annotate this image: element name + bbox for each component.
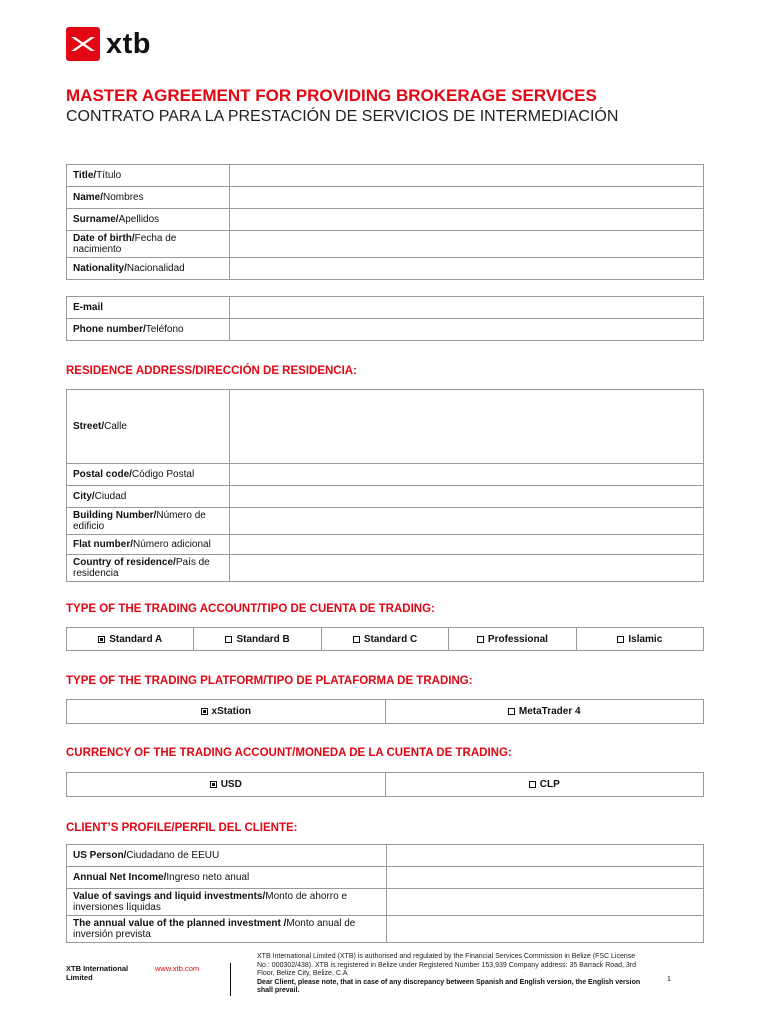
email-field[interactable] — [230, 297, 704, 319]
option-islamic[interactable] — [577, 628, 703, 650]
field-label: Country of residence/País de residencia — [67, 555, 230, 582]
title-field[interactable] — [230, 165, 704, 187]
option-label: Standard C — [363, 633, 418, 645]
profile-table — [66, 844, 704, 943]
footer-legal — [257, 953, 647, 996]
footer-regulation: XTB International Limited (XTB) is authorised and regulated by the Financial Services Commission in Belize (FSC License No.: 000302/438). XTB is registered in Belize under Registered Number 153,939 Company address: 35 Barrack Road, 3rd Floor, Belize City, Belize, C.A — [257, 953, 636, 977]
planned-investment-field[interactable] — [387, 916, 704, 943]
checkbox-checked-icon[interactable] — [210, 781, 217, 788]
field-label: The annual value of the planned investment /Monto anual de inversión prevista — [67, 916, 387, 943]
field-label: Street/Calle — [67, 390, 230, 464]
footer-website-link[interactable]: www.xtb.com — [155, 964, 200, 973]
table-row — [67, 258, 704, 280]
checkbox-icon[interactable] — [617, 636, 624, 643]
field-label: Phone number/Teléfono — [67, 319, 230, 341]
page-subtitle: CONTRATO PARA LA PRESTACIÓN DE SERVICIOS DE INTERMEDIACIÓN — [66, 108, 619, 125]
field-label: City/Ciudad — [67, 486, 230, 508]
platform-heading: TYPE OF THE TRADING PLATFORM/TIPO DE PLATAFORMA DE TRADING: — [66, 675, 473, 687]
table-row — [67, 390, 704, 464]
table-row — [67, 555, 704, 582]
surname-field[interactable] — [230, 209, 704, 231]
field-label: Nationality/Nacionalidad — [67, 258, 230, 280]
field-label: Date of birth/Fecha de nacimiento — [67, 231, 230, 258]
field-label: Value of savings and liquid investments/Monto de ahorro e inversiones líquidas — [67, 889, 387, 916]
building-number-field[interactable] — [230, 508, 704, 535]
option-professional[interactable] — [449, 628, 576, 650]
field-label: US Person/Ciudadano de EEUU — [67, 845, 387, 867]
table-row — [67, 165, 704, 187]
table-row — [67, 231, 704, 258]
table-row — [67, 916, 704, 943]
option-label: Professional — [487, 633, 548, 645]
phone-field[interactable] — [230, 319, 704, 341]
table-row — [67, 535, 704, 555]
savings-field[interactable] — [387, 889, 704, 916]
table-row — [67, 867, 704, 889]
field-label: Annual Net Income/Ingreso neto anual — [67, 867, 387, 889]
footer-divider — [230, 963, 231, 996]
checkbox-icon[interactable] — [477, 636, 484, 643]
table-row — [67, 464, 704, 486]
option-label: Standard A — [109, 633, 163, 645]
checkbox-icon[interactable] — [529, 781, 536, 788]
currency-heading: CURRENCY OF THE TRADING ACCOUNT/MONEDA DE LA CUENTA DE TRADING: — [66, 747, 512, 759]
option-label: CLP — [539, 779, 560, 790]
contact-table — [66, 296, 704, 341]
us-person-field[interactable] — [387, 845, 704, 867]
option-standard-c[interactable] — [322, 628, 449, 650]
platform-options — [66, 699, 704, 724]
option-label: xStation — [211, 706, 251, 717]
field-label: E-mail — [67, 297, 230, 319]
option-usd[interactable] — [67, 773, 386, 796]
option-clp[interactable] — [386, 773, 704, 796]
country-field[interactable] — [230, 555, 704, 582]
residence-table — [66, 389, 704, 582]
xtb-logo — [66, 27, 151, 61]
residence-heading: RESIDENCE ADDRESS/DIRECCIÓN DE RESIDENCIA: — [66, 365, 357, 377]
option-label: USD — [220, 779, 242, 790]
postal-code-field[interactable] — [230, 464, 704, 486]
checkbox-checked-icon[interactable] — [98, 636, 105, 643]
street-field[interactable] — [230, 390, 704, 464]
table-row — [67, 889, 704, 916]
table-row — [67, 845, 704, 867]
page-title: MASTER AGREEMENT FOR PROVIDING BROKERAGE SERVICES — [66, 86, 597, 105]
field-label: Flat number/Número adicional — [67, 535, 230, 555]
page-number: 1 — [667, 976, 671, 983]
nationality-field[interactable] — [230, 258, 704, 280]
checkbox-icon[interactable] — [353, 636, 360, 643]
footer-notice: Dear Client, please note, that in case of any discrepancy between Spanish and English version, the English version shall prevail. — [257, 978, 641, 994]
city-field[interactable] — [230, 486, 704, 508]
checkbox-icon[interactable] — [225, 636, 232, 643]
flat-number-field[interactable] — [230, 535, 704, 555]
date-of-birth-field[interactable] — [230, 231, 704, 258]
table-row — [67, 319, 704, 341]
checkbox-checked-icon[interactable] — [201, 708, 208, 715]
profile-heading: CLIENT’S PROFILE/PERFIL DEL CLIENTE: — [66, 822, 298, 834]
brand-name: xtb — [106, 28, 151, 60]
currency-options — [66, 772, 704, 797]
field-label: Building Number/Número de edificio — [67, 508, 230, 535]
checkbox-icon[interactable] — [508, 708, 515, 715]
option-metatrader-4[interactable] — [386, 700, 704, 723]
field-label: Postal code/Código Postal — [67, 464, 230, 486]
table-row — [67, 508, 704, 535]
table-row — [67, 297, 704, 319]
field-label: Name/Nombres — [67, 187, 230, 209]
option-label: MetaTrader 4 — [518, 706, 581, 717]
field-label: Surname/Apellidos — [67, 209, 230, 231]
xtb-logo-icon — [66, 27, 100, 61]
option-label: Standard B — [236, 633, 290, 645]
option-label: Islamic — [628, 633, 663, 645]
name-field[interactable] — [230, 187, 704, 209]
account-type-options — [66, 627, 704, 651]
option-standard-a[interactable] — [67, 628, 194, 650]
field-label: Title/Título — [67, 165, 230, 187]
footer-company: XTB International Limited — [66, 964, 129, 982]
option-xstation[interactable] — [67, 700, 386, 723]
option-standard-b[interactable] — [194, 628, 321, 650]
table-row — [67, 209, 704, 231]
account-type-heading: TYPE OF THE TRADING ACCOUNT/TIPO DE CUENTA DE TRADING: — [66, 603, 435, 615]
annual-income-field[interactable] — [387, 867, 704, 889]
table-row — [67, 187, 704, 209]
table-row — [67, 486, 704, 508]
personal-data-table — [66, 164, 704, 280]
